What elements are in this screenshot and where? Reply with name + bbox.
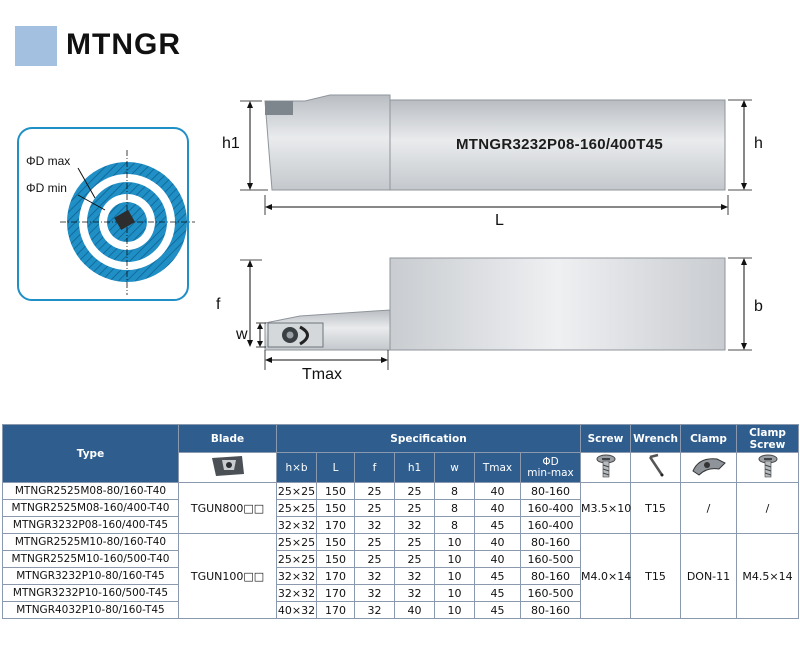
h1-cell: 32	[395, 585, 435, 602]
f-cell: 32	[355, 517, 395, 534]
L-cell: 150	[317, 534, 355, 551]
spec-table	[2, 424, 799, 619]
type-cell: MTNGR4032P10-80/160-T45	[3, 602, 179, 619]
tmax-cell: 40	[475, 483, 521, 500]
d-cell: 160-500	[521, 551, 581, 568]
tool-diagram	[0, 80, 800, 400]
spec-h1-header: h1	[395, 453, 435, 483]
type-cell: MTNGR2525M10-80/160-T40	[3, 534, 179, 551]
L-cell: 170	[317, 517, 355, 534]
top-view-tool	[240, 95, 752, 215]
type-cell: MTNGR2525M08-160/400-T40	[3, 500, 179, 517]
tmax-cell: 45	[475, 602, 521, 619]
wrench-cell: T15	[631, 483, 681, 534]
hb-cell: 25×25	[277, 501, 316, 515]
b-label: b	[754, 298, 763, 315]
h1-cell: 25	[395, 551, 435, 568]
tmax-cell: 45	[475, 568, 521, 585]
type-cell: MTNGR3232P10-160/500-T45	[3, 585, 179, 602]
Tmax-label: Tmax	[302, 366, 342, 383]
tool-engraving: MTNGR3232P08-160/400T45	[456, 136, 664, 153]
f-cell: 25	[355, 483, 395, 500]
tmax-cell: 40	[475, 534, 521, 551]
L-cell: 150	[317, 483, 355, 500]
spec-L-header: L	[317, 453, 355, 483]
clamp-screw-header: Clamp Screw	[737, 425, 799, 453]
w-cell: 8	[435, 500, 475, 517]
w-cell: 10	[435, 534, 475, 551]
d-cell: 160-400	[521, 500, 581, 517]
f-cell: 32	[355, 568, 395, 585]
d-cell: 80-160	[521, 568, 581, 585]
hb-cell: 32×32	[277, 569, 316, 583]
h1-cell: 40	[395, 602, 435, 619]
clamp-screw-cell: M4.5×14	[737, 534, 799, 619]
spec-d-bottom: min-max	[527, 466, 574, 479]
f-cell: 32	[355, 602, 395, 619]
page-title: MTNGR	[66, 28, 181, 61]
type-header: Type	[3, 425, 179, 483]
spec-d-top: ΦD	[542, 455, 559, 468]
blade-insert-image	[179, 453, 277, 483]
h1-cell: 25	[395, 534, 435, 551]
type-cell: MTNGR2525M10-160/500-T40	[3, 551, 179, 568]
tmax-cell: 40	[475, 551, 521, 568]
d-cell: 80-160	[521, 602, 581, 619]
type-cell: MTNGR2525M08-80/160-T40	[3, 483, 179, 500]
f-cell: 25	[355, 551, 395, 568]
type-cell: MTNGR3232P10-80/160-T45	[3, 568, 179, 585]
h1-cell: 32	[395, 517, 435, 534]
type-cell: MTNGR3232P08-160/400-T45	[3, 517, 179, 534]
w-cell: 10	[435, 551, 475, 568]
d-cell: 80-160	[521, 483, 581, 500]
w-cell: 10	[435, 568, 475, 585]
wrench-cell: T15	[631, 534, 681, 619]
wrench-header: Wrench	[631, 425, 681, 453]
clamp-cell: DON-11	[681, 534, 737, 619]
spec-hb-header: h×b	[277, 453, 317, 483]
blade-cell: TGUN800□□	[179, 483, 277, 534]
d-cell: 160-400	[521, 517, 581, 534]
title-accent-square	[15, 26, 57, 66]
hb-cell: 32×32	[277, 586, 316, 600]
tmax-cell: 45	[475, 517, 521, 534]
hb-cell: 25×25	[277, 535, 316, 549]
tool-drawing	[0, 80, 800, 400]
d-cell: 160-500	[521, 585, 581, 602]
w-cell: 10	[435, 602, 475, 619]
screw-cell: M3.5×10	[581, 483, 631, 534]
bottom-view-tool	[240, 258, 752, 370]
L-cell: 170	[317, 602, 355, 619]
hb-cell: 25×25	[277, 484, 316, 498]
h1-label: h1	[222, 135, 240, 152]
w-label: w	[236, 326, 248, 343]
f-cell: 25	[355, 534, 395, 551]
clamp-icon	[681, 453, 737, 483]
clamp-screw-icon	[737, 453, 799, 483]
table-row	[3, 534, 799, 551]
w-cell: 8	[435, 483, 475, 500]
hb-cell: 25×25	[277, 552, 316, 566]
h-label: h	[754, 135, 763, 152]
L-label: L	[495, 212, 504, 229]
spec-tmax-header: Tmax	[475, 453, 521, 483]
table-row	[3, 483, 799, 500]
d-min-label: ΦD min	[26, 181, 67, 195]
spec-d-header	[521, 453, 581, 483]
d-cell: 80-160	[521, 534, 581, 551]
tmax-cell: 45	[475, 585, 521, 602]
w-cell: 8	[435, 517, 475, 534]
spec-f-header: f	[355, 453, 395, 483]
f-label: f	[216, 296, 221, 313]
L-cell: 150	[317, 551, 355, 568]
h1-cell: 32	[395, 568, 435, 585]
wrench-icon	[631, 453, 681, 483]
screw-header: Screw	[581, 425, 631, 453]
spec-w-header: w	[435, 453, 475, 483]
tmax-cell: 40	[475, 500, 521, 517]
d-max-label: ΦD max	[26, 154, 71, 168]
hb-cell: 40×32	[277, 603, 316, 617]
hb-cell: 32×32	[277, 518, 316, 532]
blade-cell: TGUN100□□	[179, 534, 277, 619]
screw-icon	[581, 453, 631, 483]
f-cell: 25	[355, 500, 395, 517]
L-cell: 170	[317, 568, 355, 585]
f-cell: 32	[355, 585, 395, 602]
blade-header: Blade	[179, 425, 277, 453]
L-cell: 150	[317, 500, 355, 517]
h1-cell: 25	[395, 500, 435, 517]
clamp-screw-cell: /	[737, 483, 799, 534]
w-cell: 10	[435, 585, 475, 602]
clamp-header: Clamp	[681, 425, 737, 453]
clamp-cell: /	[681, 483, 737, 534]
specification-header: Specification	[277, 425, 581, 453]
screw-cell: M4.0×14	[581, 534, 631, 619]
h1-cell: 25	[395, 483, 435, 500]
L-cell: 170	[317, 585, 355, 602]
